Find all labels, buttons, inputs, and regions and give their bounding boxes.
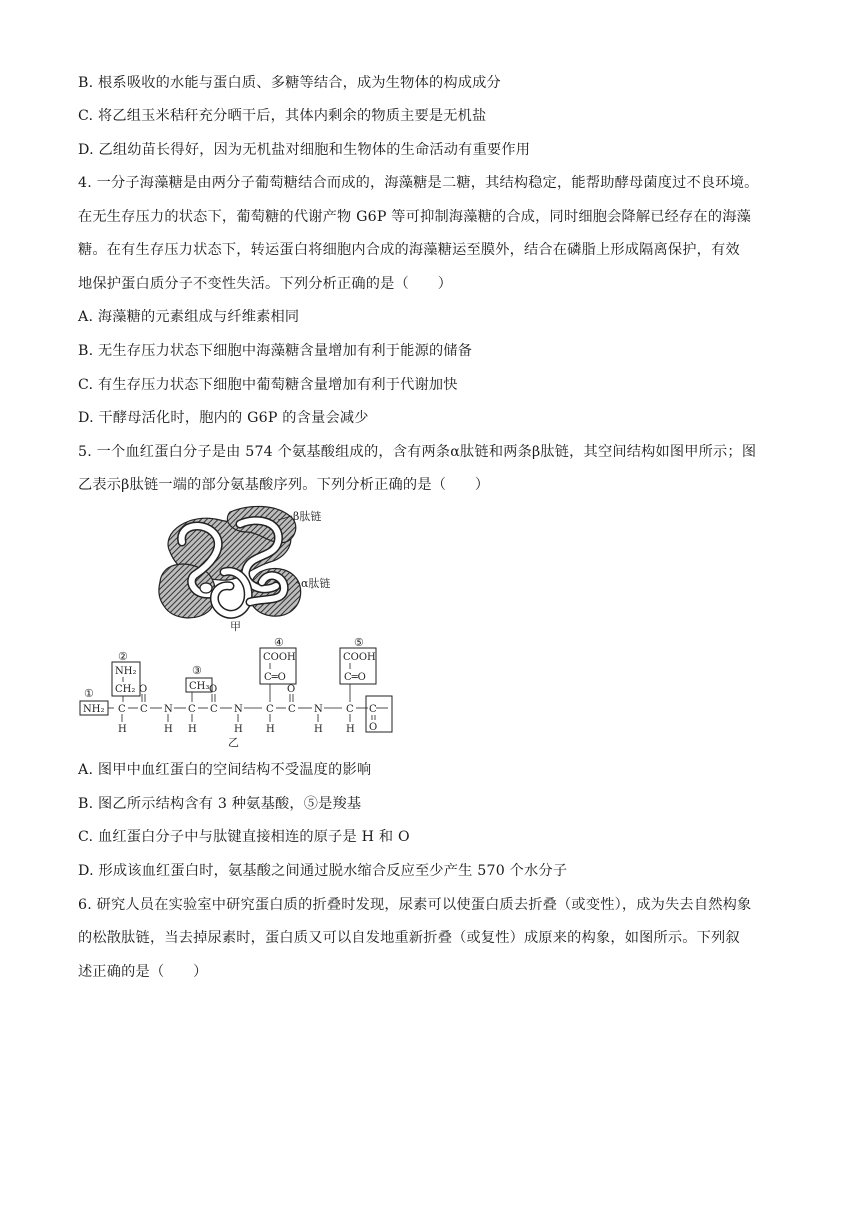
marker-3: ③ — [192, 664, 202, 677]
text-line: C. 血红蛋白分子中与肽键直接相连的原子是 H 和 O — [78, 829, 410, 845]
terminal-carbon: C — [369, 704, 377, 715]
marker-4: ④ — [274, 636, 284, 649]
text-line: B. 图乙所示结构含有 3 种氨基酸，⑤是羧基 — [78, 796, 362, 812]
text-line: A. 图甲中血红蛋白的空间结构不受温度的影响 — [78, 762, 372, 778]
nh2-side: NH₂ — [115, 666, 137, 677]
peptide-sequence-figure — [78, 632, 408, 750]
text-line: 糖。在有生存压力状态下，转运蛋白将细胞内合成的海藻糖运至膜外，结合在磷脂上形成隔离保护，有效 — [78, 242, 740, 258]
oxygen: O — [209, 684, 218, 695]
ch2: CH₂ — [115, 684, 136, 695]
figure-caption-jia: 甲 — [230, 620, 241, 632]
carbonyl-carbon: C — [288, 704, 296, 715]
text-line: D. 乙组幼苗长得好，因为无机盐对细胞和生物体的生命活动有重要作用 — [78, 142, 531, 158]
figure-caption-yi: 乙 — [228, 736, 239, 749]
hydrogen: H — [164, 724, 173, 735]
heme-group — [200, 583, 212, 593]
text-line: 4. 一分子海藻糖是由两分子葡萄糖结合而成的，海藻糖是二糖，其结构稳定，能帮助酵母菌度过不良环境。 — [78, 175, 759, 191]
nitrogen: N — [234, 704, 243, 715]
text-line: B. 根系吸收的水能与蛋白质、多糖等结合，成为生物体的构成成分 — [78, 75, 501, 91]
hydrogen: H — [266, 724, 275, 735]
alpha-carbon: C — [266, 704, 274, 715]
carbonyl-carbon: C — [210, 704, 218, 715]
nitrogen: N — [164, 704, 173, 715]
text-line: 述正确的是（ ） — [78, 964, 208, 980]
hemoglobin-structure-figure — [150, 502, 350, 632]
text-line: A. 海藻糖的元素组成与纤维素相同 — [78, 309, 300, 325]
hydrogen: H — [188, 724, 197, 735]
alpha-carbon: C — [188, 704, 196, 715]
carbonyl-carbon: C — [140, 704, 148, 715]
hydrogen: H — [314, 724, 323, 735]
marker-1: ① — [84, 687, 94, 700]
c-eq-o-5: C═O — [344, 672, 366, 683]
text-line: 的松散肽链，当去掉尿素时，蛋白质又可以自发地重新折叠（或复性）成原来的构象，如图所示。下列叙 — [78, 930, 740, 946]
cooh-5: COOH — [343, 652, 376, 663]
oxygen: O — [287, 684, 296, 695]
nh2-terminal: NH₂ — [83, 704, 105, 715]
hydrogen: H — [346, 724, 355, 735]
alpha-chain-label: α肽链 — [301, 577, 331, 590]
marker-2: ② — [118, 650, 128, 663]
alpha-carbon: C — [118, 704, 126, 715]
alpha-carbon: C — [346, 704, 354, 715]
terminal-oxygen: O — [369, 722, 378, 733]
text-line: D. 干酵母活化时，胞内的 G6P 的含量会减少 — [78, 410, 369, 426]
oxygen: O — [139, 684, 148, 695]
text-line: D. 形成该血红蛋白时，氨基酸之间通过脱水缩合反应至少产生 570 个水分子 — [78, 863, 568, 879]
text-line: 在无生存压力的状态下，葡萄糖的代谢产物 G6P 等可抑制海藻糖的合成，同时细胞会降解已经存在的海藻 — [78, 209, 751, 225]
beta-chain-label: β肽链 — [293, 510, 322, 523]
hydrogen: H — [118, 724, 127, 735]
text-line: C. 有生存压力状态下细胞中葡萄糖含量增加有利于代谢加快 — [78, 377, 458, 393]
cooh-4: COOH — [263, 652, 296, 663]
text-line: 乙表示β肽链一端的部分氨基酸序列。下列分析正确的是（ ） — [78, 477, 490, 493]
ch3: CH₃ — [189, 681, 210, 692]
marker-5: ⑤ — [354, 636, 364, 649]
text-line: 地保护蛋白质分子不变性失活。下列分析正确的是（ ） — [78, 276, 453, 292]
text-line: 6. 研究人员在实验室中研究蛋白质的折叠时发现，尿素可以使蛋白质去折叠（或变性），成为失去自然构象 — [78, 897, 752, 913]
hydrogen: H — [234, 724, 243, 735]
text-line: 5. 一个血红蛋白分子是由 574 个氨基酸组成的，含有两条α肽链和两条β肽链，其空间结构如图甲所示；图 — [78, 444, 757, 460]
text-line: C. 将乙组玉米秸秆充分晒干后，其体内剩余的物质主要是无机盐 — [78, 108, 487, 124]
c-eq-o-4: C═O — [264, 672, 286, 683]
nitrogen: N — [314, 704, 323, 715]
text-line: B. 无生存压力状态下细胞中海藻糖含量增加有利于能源的储备 — [78, 343, 473, 359]
